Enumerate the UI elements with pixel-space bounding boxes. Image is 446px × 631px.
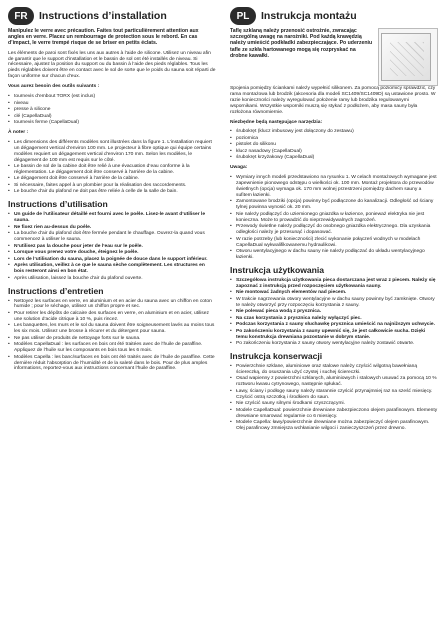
list-item: • Na czas korzystania z prysznica należy wyłączyć piec. xyxy=(230,316,438,322)
list-item: • Le bassin de sol de la cabine doit être relié à une évacuation d’eau conforme à la réglementation. Le dégagement doit être conservé à l’arrière de la cabine. xyxy=(8,164,216,176)
list-item: • Szczegółowa instrukcja użytkowania pieca dostarczana jest wraz z piecem. Należy się zapoznać z instrukcją przed rozpoczęciem użytkowania sauny. xyxy=(230,278,438,290)
wall-pattern xyxy=(390,42,424,76)
list-item: • La bouche d’air du plafond doit être fermée pendant le chauffage. Ouvrez-la quand vous commencez à utiliser le sauna. xyxy=(8,231,216,243)
list-item: • Modele CapellaDual: powierzchnie drewniane zabezpieczono olejem parafinowym. Elementy drewniane smarować regularnie co 6 miesięcy. xyxy=(230,408,438,420)
list-item: • Nettoyez les surfaces en verre, en aluminium et en acier du sauna avec un chiffon en coton humide ; pour le séchage, utilisez un chiffon propre et sec. xyxy=(8,299,216,311)
list-item: • Osad wapienny z powierzchni szklanych, aluminiowych i stalowych usuwać za pomocą 10 % roztworu kwasu cytrynowego, następnie spłukać. xyxy=(230,376,438,388)
list-item: • Ne fixez rien au-dessus du poêle. xyxy=(8,225,216,231)
list-item: • Pour retirer les dépôts de calcaire des surfaces en verre, en aluminium et en acier, utilisez une solution d’acide citrique à 10 %, puis rincez. xyxy=(8,311,216,323)
list-item: • Modele Capella: ławy/powierzchnie drewniane można zabezpieczyć olejem parafinowym. Olej parafinowy zmniejsza wchłanianie wilgoci i zanieczyszczeń przez drewno. xyxy=(230,420,438,432)
list-item: • N’utilisez pas la douche pour jeter de l’eau sur le poêle. xyxy=(8,244,216,250)
fr-maint-list xyxy=(8,299,216,373)
list-item: • Les dimensions des différents modèles sont illustrées dans la figure 1. L’installation requiert un dégagement vertical d’environ 100 mm. Le projecteur à fibre optique qui équipe certains modèles requiert un dégagement vertical d’environ 170 mm. Selon les modèles, le dégagement de 100 mm est requis sur le côté. xyxy=(8,140,216,164)
list-item: • W trakcie nagrzewania otwory wentylacyjne w dachu sauny powinny być zamknięte. Otwory te należy otworzyć przy rozpoczęciu korzystania z sauny. xyxy=(230,297,438,309)
list-item: • śrubokręt krzyżakowy (CapellaDual) xyxy=(230,155,438,161)
list-item: • tournevis d’embout TORX (est inclus) xyxy=(8,94,216,100)
list-item: • klucz nasadowy (CapellaDual) xyxy=(230,149,438,155)
pl-use-list xyxy=(230,278,438,347)
sauna-illustration xyxy=(378,28,438,86)
list-item: • Po zakończeniu korzystania z sauny otwory wentylacyjne należy zostawić otwarte. xyxy=(230,341,438,347)
pl-maint-heading: Instrukcja konserwacji xyxy=(230,351,323,362)
pl-use-heading: Instrukcja użytkowania xyxy=(230,264,325,275)
list-item: • Nie należy podłączyć do uziemionego gniazdka w łazience, ponieważ elektryka nie jest konieczna. Może to prowadzić do nieprzewidywalnych zagrożeń. xyxy=(230,212,438,224)
list-item: • Nie czyścić sauny silnymi środkami czyszczącymi. xyxy=(230,401,438,407)
pl-top-block xyxy=(230,26,438,86)
pl-header xyxy=(230,6,438,26)
fr-column xyxy=(8,6,216,626)
pl-language-badge: PL xyxy=(230,7,256,25)
list-item: • niveau xyxy=(8,101,216,107)
fr-notes-list xyxy=(8,140,216,196)
sauna-wall-drawing xyxy=(381,33,431,81)
list-item: • Après utilisation, laissez la bouche d’air du plafond ouverte. xyxy=(8,276,216,282)
pl-note-heading: Uwaga: xyxy=(230,165,248,171)
list-item: • Otworu wentylacyjnego w dachu sauny nie należy podłączać do układu wentylacyjnego łazienki. xyxy=(230,249,438,261)
list-item: • Podczas korzystania z sauny słuchawkę prysznica umieścić na najniższym uchwycie. xyxy=(230,322,438,328)
list-item: • Powierzchnie szklane, aluminiowe oraz stalowe należy czyścić wilgotną bawełnianą ściereczką, do osuszania użyć czystej i suchej ściereczki. xyxy=(230,364,438,376)
pl-title: Instrukcja montażu xyxy=(261,10,357,22)
fr-use-heading: Instructions d’utilisation xyxy=(8,199,108,210)
list-item: • Nie polewać pieca wodą z prysznica. xyxy=(230,309,438,315)
list-item: • Le bouche d’air du plafond ne doit pas être reliée à celle de la salle de bain. xyxy=(8,189,216,195)
list-item: • tournevis ferme (CapellaDual) xyxy=(8,120,216,126)
list-item: • Lorsque vous prenez votre douche, éteignez le poêle. xyxy=(8,250,216,256)
fr-warning: Manipulez le verre avec précaution. Faites tout particulièrement attention aux angles en verre. Placez un rembourrage de protection sous le rebord. En cas d’impact, le verre trempé risque de se briser en petits éclats. xyxy=(8,28,199,47)
pl-maint-list xyxy=(230,364,438,432)
pl-tools-heading: Niezbędne będą następujące narzędzia: xyxy=(230,119,323,125)
fr-tools-heading: Vous aurez besoin des outils suivants : xyxy=(8,84,100,90)
fr-use-list xyxy=(8,212,216,281)
list-item: • śrubokręt (klucz imbusowy jest dołączony do zestawu) xyxy=(230,129,438,135)
list-item: • Po zakończeniu korzystania z sauny upewnić się, że jest całkowicie sucha. Dzięki temu konstrukcja drewniana pozostanie w dobrym stanie. xyxy=(230,329,438,341)
list-item: • Ławy, ściany i podłogę sauny należy starannie czyścić przynajmniej raz na sześć miesięcy. Czyścić ostrą szczotką i środkiem do saun. xyxy=(230,389,438,401)
pl-intro: Spojenia pomiędzy ściankami należy wypełnić silikonem. Za pomocą poziomicy sprawdzić, czy rama montażowa lub brodzik (akcesoria dla modeli SC1409/SC1409D) są ustawione prosto. W razie konieczności należy wyregulować położenie ramy lub brodzika regulowanymi wspornikami. Wszystkie wsporniki muszą się stykać z podłożem, aby masa sauny była rozłożona równomiernie. xyxy=(230,86,436,115)
list-item: • poziomica xyxy=(230,136,438,142)
pl-column xyxy=(230,6,438,626)
list-item: • pistolet do silikonu xyxy=(230,142,438,148)
list-item: • Lors de l’utilisation du sauna, placez la poignée de douce dans le support inférieur. xyxy=(8,257,216,263)
fr-note-heading: À noter : xyxy=(8,129,29,135)
list-item: • Un guide de l’utilisateur détaillé est fourni avec le poêle. Lisez-le avant d’utiliser le sauna. xyxy=(8,212,216,224)
list-item: • presse à silicone xyxy=(8,107,216,113)
fr-title: Instructions d’installation xyxy=(39,10,167,22)
list-item: • clé (CapellaDual) xyxy=(8,114,216,120)
fr-language-badge: FR xyxy=(8,7,34,25)
pl-warning: Taflę szklaną należy przenosić ostrożnie, zwracając szczególną uwagę na narożniki. Pod każdą krawędzią należy umieścić podkładki zabezpieczające. Po uderzeniu tafle ze szkła hartowanego mogą się rozpryskać na drobne kawałki. xyxy=(230,28,373,59)
fr-intro: Les éléments de paroi sont fixés les uns aux autres à l’aide de silicone. Utilisez un niveau afin de garantir que le support d’installation et le bassin de sol ont été installés de niveau. Si nécessaire, ajustez la position du support ou du bassin à l’aide des pieds réglables. Tous les pieds réglables doivent être en contact avec le sol de sorte que le poids du sauna soit réparti de façon uniforme sur chacun d’eux. xyxy=(8,50,216,80)
fr-maint-heading: Instructions d’entretien xyxy=(8,285,104,296)
list-item: • Le dégagement doit être conservé à l’arrière de la cabine. xyxy=(8,176,216,182)
pl-notes-list xyxy=(230,175,438,261)
list-item: • Les banquettes, les murs et le sol du sauna doivent être soigneusement lavés au moins tous les six mois. Utilisez une brosse à récurer et du détergent pour sauna. xyxy=(8,323,216,335)
list-item: • Ne pas utiliser de produits de nettoyage forts sur le sauna. xyxy=(8,336,216,342)
list-item: • Modèles Capella : les banc/surfaces en bois ont été traités avec de l’huile de paraffine. Cette dernière réduit l’absorption de l’humidité et de la saleté dans le bois. Pour de plus amples informations, reportez-vous aux instructions concernant l’huile de paraffine. xyxy=(8,355,216,373)
fr-tools-list xyxy=(8,94,216,126)
pl-tools-list xyxy=(230,129,438,161)
list-item: • W razie potrzeby (lub konieczności) zlecić wykonanie połączeń wodnych w modelach CapellaDual wykwalifikowanemu hydraulikowi. xyxy=(230,237,438,249)
list-item: • Après utilisation, veillez à ce que le sauna sèche complètement. Les structures en bois resteront ainsi en bon état. xyxy=(8,263,216,275)
list-item: • Nie montować żadnych elementów nad piecem. xyxy=(230,290,438,296)
list-item: • Przewody świetlne należy podłączyć do osobnego gniazdka elektrycznego. Dla uzyskania odległości należy je przesunąć i dopasować. xyxy=(230,224,438,236)
list-item: • Wymiary innych modeli przedstawiono na rysunku 1. W celach montażowych wymagane jest zapewnienie pionowego odstępu o wielkości ok. 100 mm. Montaż projektora do przewodów świetlnych (opcja) wymaga ok. 170 mm wolnej przestrzeni pomiędzy dachem sauny a sufitem łazienki. xyxy=(230,175,438,199)
fr-header xyxy=(8,6,216,26)
list-item: • Modèles CapellaDual : les surfaces en bois ont été traitées avec de l’huile de paraffine. Appliquez de l’huile sur les composants en bois tous les 6 mois. xyxy=(8,342,216,354)
list-item: • Zamontowane brodziki (opcja) powinny być podłączone do kanalizacji. Odległość od ściany tylnej powinna wynosić ok. 20 mm. xyxy=(230,199,438,211)
pl-warning-wrap xyxy=(230,26,374,86)
list-item: • Si nécessaire, faites appel à un plombier pour la réalisation des raccordements. xyxy=(8,183,216,189)
